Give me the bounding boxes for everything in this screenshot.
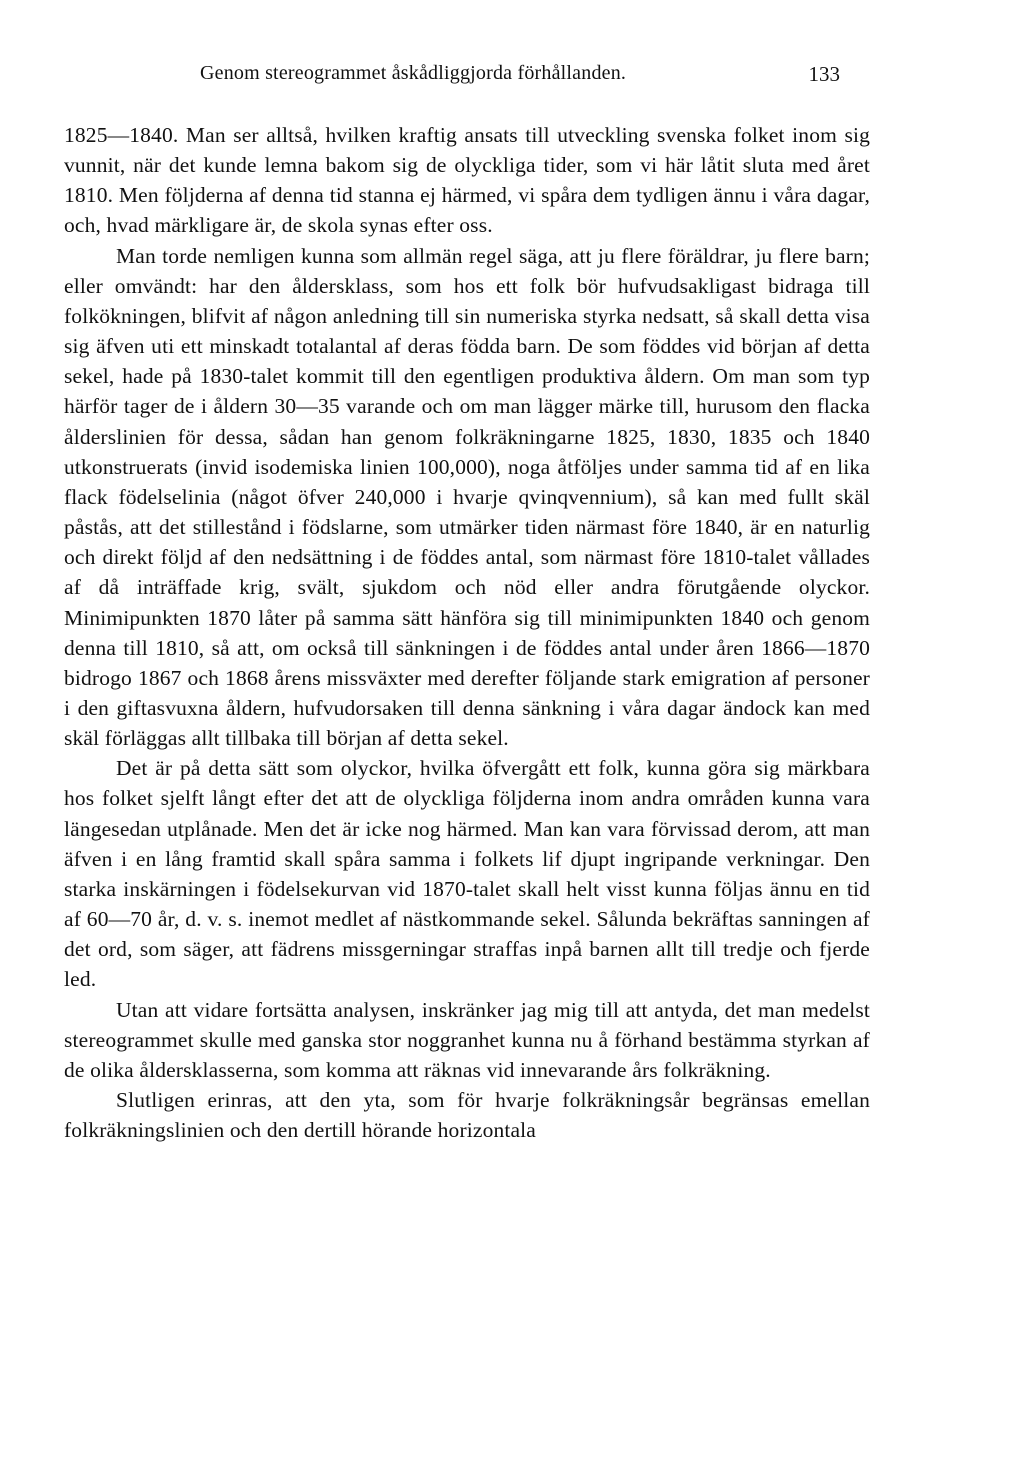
paragraph-1: 1825—1840. Man ser alltså, hvilken kraftig ansats till utveckling svenska folket inom sig vunnit, när det kunde lemna bakom sig de olyckliga tider, som vi här låtit sluta med året 1810. Men följderna af denna tid stanna ej härmed, vi spåra dem tydligen ännu i våra dagar, och, hvad märkligare är, de skola synas efter oss.	[64, 123, 870, 238]
book-page	[64, 58, 870, 1145]
running-title: Genom stereogrammet åskådliggjorda förhållanden.	[200, 62, 627, 84]
paragraph-5: Slutligen erinras, att den yta, som för hvarje folkräkningsår begränsas emellan folkräkningslinien och den dertill hörande horizontala	[64, 1088, 870, 1143]
running-head	[64, 58, 870, 94]
paragraph-3: Det är på detta sätt som olyckor, hvilka öfvergått ett folk, kunna göra sig märkbara hos folket sjelft långt efter det att de olyckliga följderna inom andra områden kunna vara längesedan utplånade. Men det är icke nog härmed. Man kan vara förvissad derom, att man äfven i en lång framtid skall spåra samma i folkets lif djupt ingripande verkningar. Den starka inskärningen i födelsekurvan vid 1870-talet skall helt visst kunna följas ännu en tid af 60—70 år, d. v. s. inemot medlet af nästkommande sekel. Sålunda bekräftas sanningen af det ord, som säger, att fädrens missgerningar straffas inpå barnen allt till tredje och fjerde led.	[64, 756, 870, 992]
page-number: 133	[808, 62, 840, 86]
paragraph-4: Utan att vidare fortsätta analysen, inskränker jag mig till att antyda, det man medelst stereogrammet skulle med ganska stor noggranhet kunna nu å förhand bestämma styrkan af de olika åldersklasserna, som komma att räknas vid innevarande års folkräkning.	[64, 997, 870, 1082]
paragraph-2: Man torde nemligen kunna som allmän regel säga, att ju flere föräldrar, ju flere barn; eller omvändt: har den åldersklass, som hos ett folk bör hufvudsakligast bidraga till folkökningen, blifvit af någon anledning till sin numeriska styrka nedsatt, så skall detta visa sig äfven uti ett minskadt totalantal af deras födda barn. De som föddes vid början af detta sekel, hade på 1830-talet kommit till den egentligen produktiva åldern. Om man som typ härför tager de i åldern 30—35 varande och om man lägger märke till, hurusom den flacka ålderslinien för dessa, sådan han genom folkräkningarne 1825, 1830, 1835 och 1840 utkonstruerats (invid isodemiska linien 100,000), noga åtföljes under samma tid af en lika flack födelselinia (något öfver 240,000 i hvarje qvinqvennium), så kan med fullt skäl påstås, att det stillestånd i födslarne, som utmärker tiden närmast före 1840, är en naturlig och direkt följd af den nedsättning i de föddes antal, som närmast före 1810-talet vållades af då inträffade krig, svält, sjukdom och nöd eller andra förutgående olyckor. Minimipunkten 1870 låter på samma sätt hänföra sig till minimipunkten 1840 och genom denna till 1810, så att, om också till sänkningen i de föddes antal under åren 1866—1870 bidrogo 1867 och 1868 årens missväxter med derefter följande stark emigration af personer i den giftasvuxna åldern, hufvudorsaken till denna sänkning i våra dagar ändock kan med skäl förläggas allt tillbaka till början af detta sekel.	[64, 243, 870, 751]
body-text	[64, 120, 870, 1145]
